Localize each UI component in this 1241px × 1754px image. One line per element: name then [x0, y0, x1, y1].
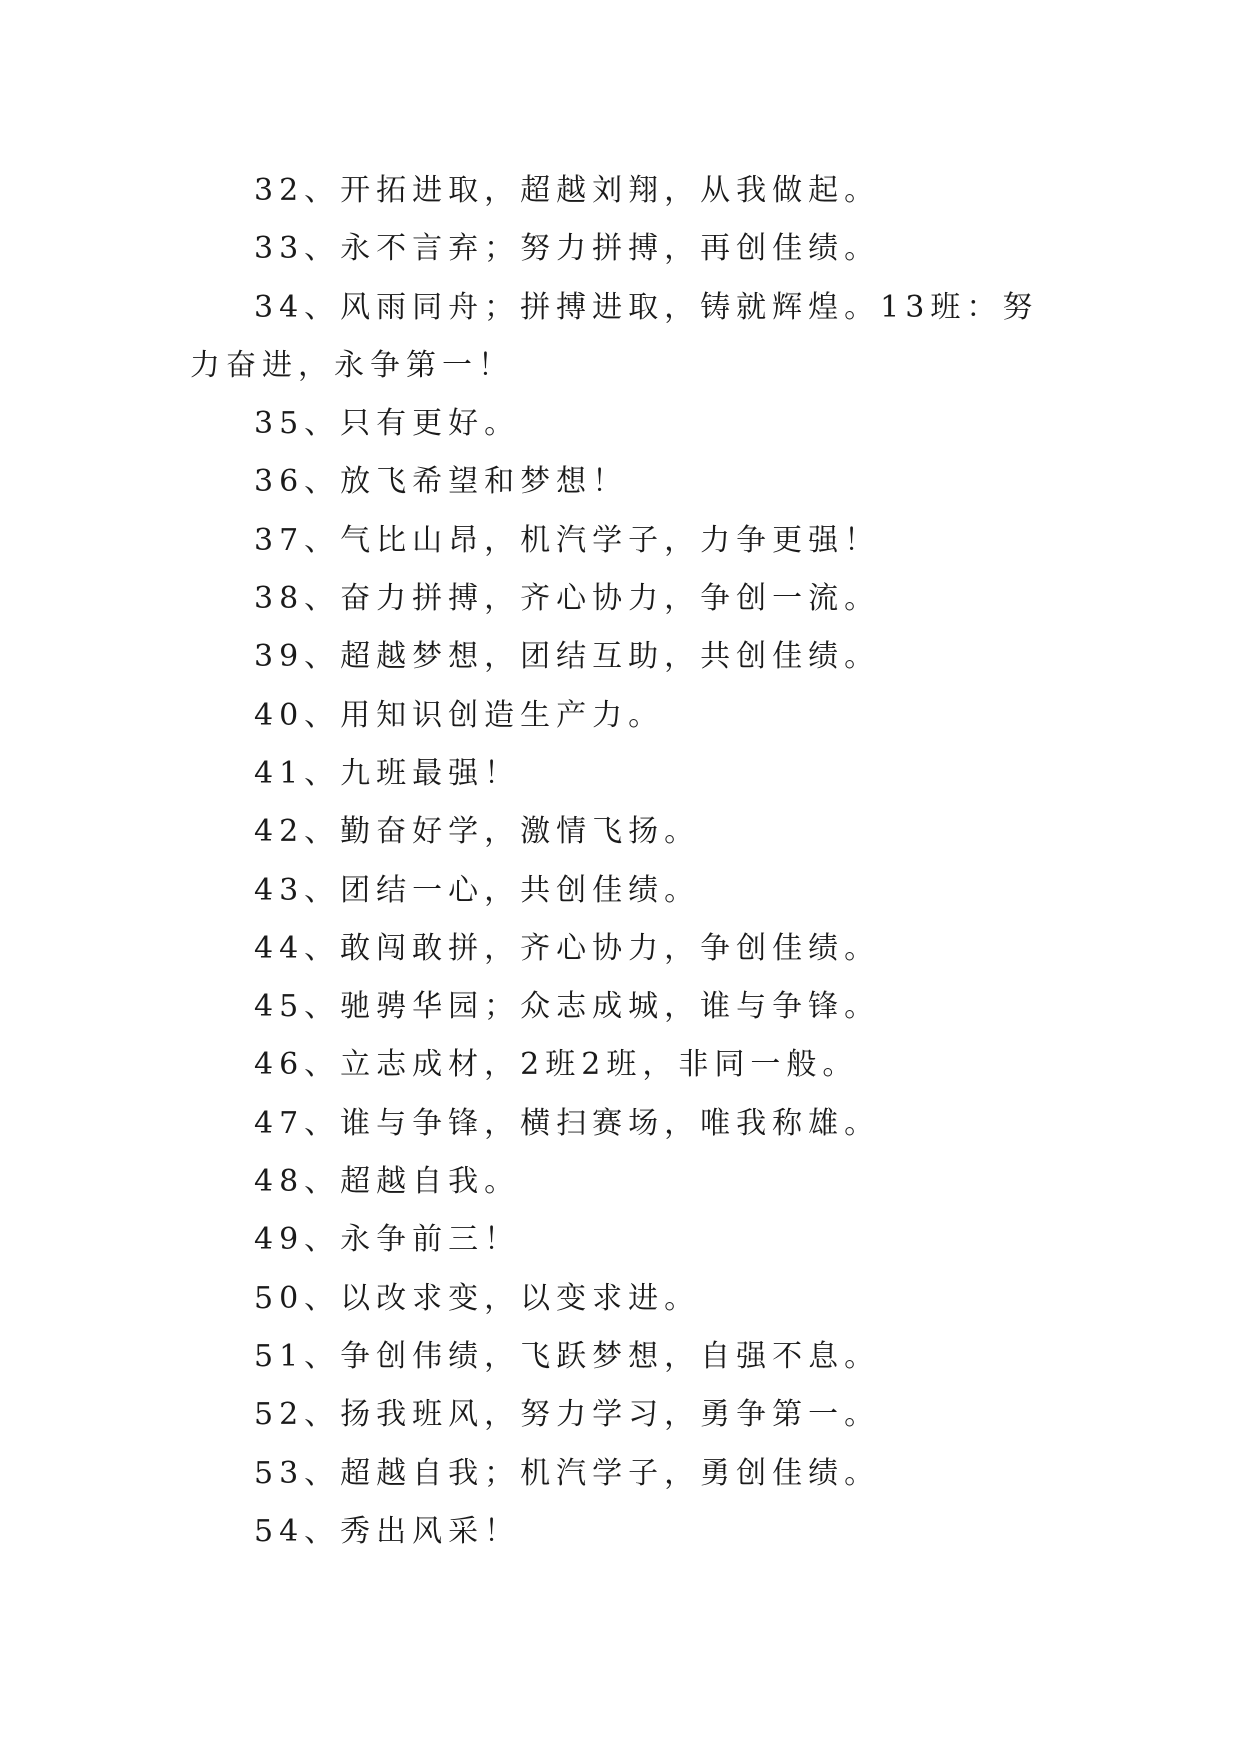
list-item: 37、气比山昂，机汽学子，力争更强！	[254, 522, 881, 558]
list-item: 38、奋力拼搏，齐心协力，争创一流。	[254, 581, 881, 617]
list-item: 47、谁与争锋，横扫赛场，唯我称雄。	[254, 1105, 881, 1141]
list-item: 50、以改求变，以变求进。	[254, 1280, 701, 1316]
list-item: 32、开拓进取，超越刘翔，从我做起。	[254, 173, 881, 208]
slogan-list	[190, 162, 1070, 1561]
list-item: 33、永不言弃；努力拼搏，再创佳绩。	[254, 231, 881, 267]
list-item: 40、用知识创造生产力。	[254, 697, 665, 733]
list-item: 43、团结一心，共创佳绩。	[254, 872, 701, 908]
list-item: 48、超越自我。	[254, 1164, 521, 1200]
list-item: 36、放飞希望和梦想！	[254, 464, 629, 500]
list-item: 52、扬我班风，努力学习，勇争第一。	[254, 1397, 881, 1433]
list-item: 39、超越梦想，团结互助，共创佳绩。	[254, 639, 881, 675]
list-item: 35、只有更好。	[254, 406, 521, 442]
list-item: 34、风雨同舟；拼搏进取，铸就辉煌。13班：努力奋进，永争第一！	[190, 289, 1039, 383]
list-item: 44、敢闯敢拼，齐心协力，争创佳绩。	[254, 930, 881, 966]
list-item: 49、永争前三！	[254, 1222, 521, 1258]
list-item: 42、勤奋好学，激情飞扬。	[254, 814, 701, 850]
list-item: 53、超越自我；机汽学子，勇创佳绩。	[254, 1455, 881, 1491]
list-item: 45、驰骋华园；众志成城，谁与争锋。	[254, 989, 881, 1025]
list-item: 41、九班最强！	[254, 755, 521, 791]
list-item: 46、立志成材，2班2班，非同一般。	[254, 1047, 859, 1083]
list-item: 54、秀出风采！	[254, 1513, 521, 1549]
list-item: 51、争创伟绩，飞跃梦想，自强不息。	[254, 1338, 881, 1374]
